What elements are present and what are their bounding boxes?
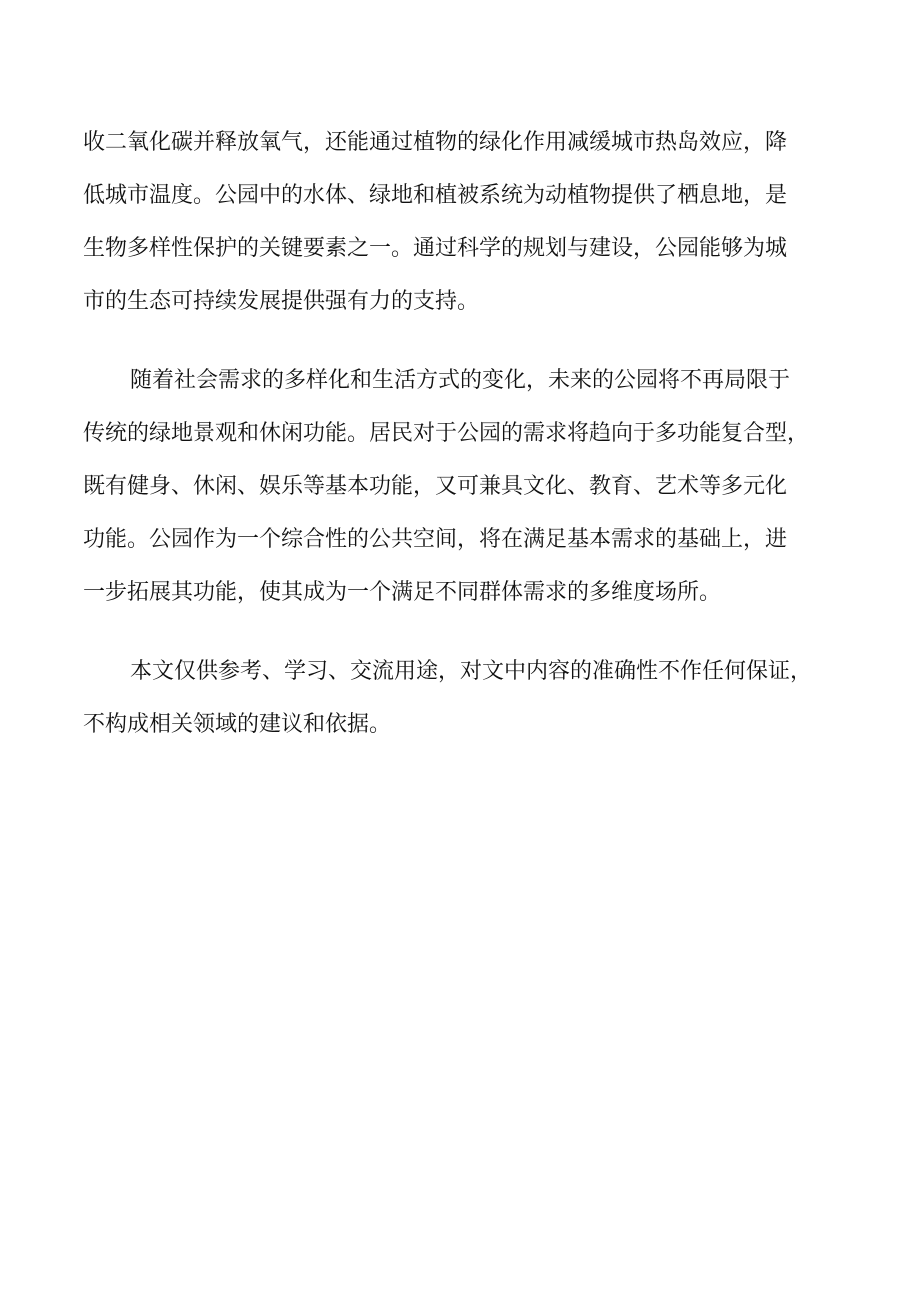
paragraph-line: 功能。公园作为一个综合性的公共空间，将在满足基本需求的基础上，进: [83, 527, 788, 552]
paragraph-line: 本文仅供参考、学习、交流用途，对文中内容的准确性不作任何保证，: [130, 659, 813, 684]
paragraph-line: 不构成相关领域的建议和依据。: [83, 712, 392, 737]
paragraph-line: 市的生态可持续发展提供强有力的支持。: [83, 289, 480, 314]
paragraph-line: 传统的绿地景观和休闲功能。居民对于公园的需求将趋向于多功能复合型，: [83, 421, 810, 446]
paragraph-disclaimer: [83, 645, 831, 751]
document-body: [83, 116, 831, 777]
paragraph-line: 一步拓展其功能，使其成为一个满足不同群体需求的多维度场所。: [83, 580, 722, 605]
paragraph-line: 随着社会需求的多样化和生活方式的变化，未来的公园将不再局限于: [130, 368, 791, 393]
paragraph-future-parks: [83, 354, 831, 619]
paragraph-line: 生物多样性保护的关键要素之一。通过科学的规划与建设，公园能够为城: [83, 236, 788, 261]
paragraph-line: 既有健身、休闲、娱乐等基本功能，又可兼具文化、教育、艺术等多元化: [83, 474, 788, 499]
paragraph-ecology-continued: [83, 116, 831, 328]
paragraph-line: 收二氧化碳并释放氧气，还能通过植物的绿化作用减缓城市热岛效应，降: [83, 130, 788, 155]
paragraph-line: 低城市温度。公园中的水体、绿地和植被系统为动植物提供了栖息地，是: [83, 183, 788, 208]
